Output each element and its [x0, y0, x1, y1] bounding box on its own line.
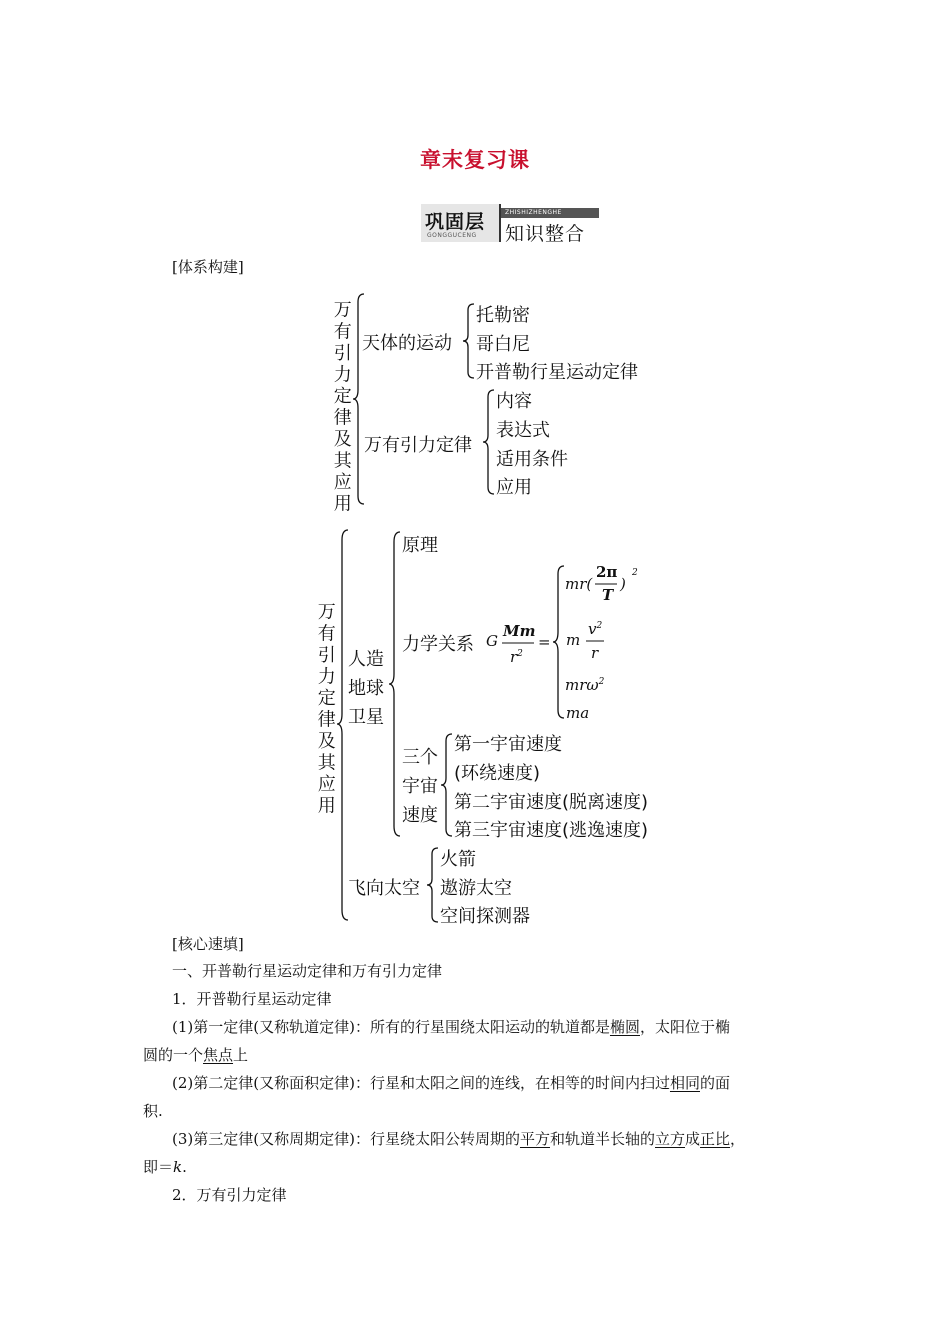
tree1-motion-brace	[462, 302, 476, 380]
tree1-root-text: 万有引力定律及其应用	[330, 300, 352, 515]
law2-line2: 积.	[143, 1102, 163, 1120]
formula-denominator	[510, 648, 523, 666]
law3-text-b: 和轨道半长轴的	[549, 1130, 655, 1148]
subheading-kepler-laws: 1．开普勒行星运动定律	[172, 990, 332, 1008]
law2-text-a: (2)第二定律(又称面积定律)：行星和太阳之间的连线，在相等的时间内扫过	[172, 1074, 670, 1092]
banner-left-label: 巩固层	[425, 211, 486, 233]
tree1-item-kepler: 开普勒行星运动定律	[476, 362, 638, 383]
formula-opt3-exp: 2	[598, 677, 605, 687]
tree2-cosmic-line-3: 速度	[402, 805, 438, 826]
tree1-root-brace	[352, 292, 366, 506]
formula-opt2-v: v	[588, 620, 597, 638]
law1-line1	[172, 1017, 730, 1037]
formula-opt1-exp: 2	[632, 568, 638, 578]
formula-den-exp: 2	[517, 649, 523, 659]
formula-opt1-postfix: )	[620, 575, 626, 593]
tree2-cosmic-line-1: 三个	[402, 747, 438, 768]
banner-top-bar	[501, 208, 599, 218]
tree1-item-copernicus: 哥白尼	[476, 334, 530, 355]
tree1-gravitation-brace	[482, 388, 496, 496]
tree2-space-brace	[426, 846, 440, 924]
law1-text-d: 上	[233, 1046, 249, 1064]
tree1-item-expression: 表达式	[496, 420, 550, 441]
law1-text-c: 圆的一个	[143, 1046, 204, 1064]
formula-fraction-bar	[502, 642, 536, 644]
formula-den-r: r	[510, 648, 518, 666]
tree1-item-content: 内容	[496, 391, 532, 412]
formula-opt2-bar	[586, 640, 606, 642]
formula-opt1-prefix: mr(	[565, 575, 593, 593]
law1-line2	[143, 1045, 248, 1065]
tree2-principle: 原理	[402, 535, 438, 556]
tree1-item-ptolemy: 托勒密	[476, 305, 530, 326]
tree2-space-item-probe: 空间探测器	[440, 906, 530, 927]
tree1-root	[330, 300, 350, 515]
banner-left-block	[421, 204, 499, 242]
tree2-space-item-travel: 遨游太空	[440, 878, 512, 899]
formula-opt1-bar	[595, 583, 619, 585]
tree2-cosmic-brace	[440, 732, 454, 838]
tree1-branch-motion: 天体的运动	[362, 333, 452, 354]
formula-opt3-base: mrω	[565, 676, 599, 694]
law3-answer-proportional: 正比	[700, 1130, 731, 1148]
tree1-item-application: 应用	[496, 477, 532, 498]
formula-opt1-denominator: T	[602, 586, 614, 604]
tree2-satellite-line-1: 人造	[348, 649, 384, 670]
tree2-satellite-line-3: 卫星	[348, 707, 384, 728]
law2-line1	[172, 1073, 730, 1093]
tree2-root	[314, 602, 334, 817]
banner-right-pinyin: ZHISHIZHENGHE	[505, 209, 562, 216]
formula-equals: =	[538, 633, 551, 651]
law1-text-b: ，太阳位于椭	[639, 1018, 730, 1036]
formula-opt2-exp: 2	[596, 621, 603, 631]
formula-opt2-numerator	[588, 620, 602, 638]
tree2-space-label: 飞向太空	[348, 878, 420, 899]
section-heading-structure: [体系构建]	[172, 258, 244, 276]
tree2-root-text: 万有引力定律及其应用	[314, 602, 336, 817]
law2-text-b: 的面	[699, 1074, 730, 1092]
tree1-branch-gravitation: 万有引力定律	[364, 435, 472, 456]
tree1-item-conditions: 适用条件	[496, 449, 568, 470]
formula-g: G	[486, 632, 498, 650]
banner-right-label: 知识整合	[505, 223, 586, 245]
law3-text-e: 即＝	[143, 1158, 174, 1176]
tree2-satellite-line-2: 地球	[348, 678, 384, 699]
formula-opt2-m: m	[566, 631, 581, 649]
formula-opt4: ma	[566, 704, 590, 722]
tree2-cosmic-item-3: 第三宇宙速度(逃逸速度)	[454, 820, 649, 841]
tree2-cosmic-item-1: 第一宇宙速度	[454, 734, 562, 755]
section-banner	[421, 204, 599, 245]
tree2-satellite-brace	[388, 530, 402, 838]
law3-text-a: (3)第三定律(又称周期定律)：行星绕太阳公转周期的	[172, 1130, 520, 1148]
law3-text-d: ，	[730, 1130, 746, 1148]
formula-options-brace	[552, 564, 566, 720]
law2-answer-equal: 相同	[669, 1074, 700, 1092]
page-title: 章末复习课	[420, 147, 530, 172]
tree2-cosmic-item-2: 第二宇宙速度(脱离速度)	[454, 792, 649, 813]
tree2-cosmic-label	[402, 743, 438, 830]
law3-answer-cube: 立方	[655, 1130, 686, 1148]
tree2-satellite-label	[348, 645, 384, 732]
law3-constant-k: k	[173, 1158, 183, 1176]
subheading-gravitation-law: 2．万有引力定律	[172, 1186, 287, 1204]
law3-line2	[143, 1157, 187, 1177]
law3-text-f: .	[182, 1158, 187, 1176]
tree2-cosmic-line-2: 宇宙	[402, 776, 438, 797]
law1-answer-ellipse: 椭圆	[609, 1018, 640, 1036]
formula-opt3	[565, 676, 604, 694]
tree2-cosmic-item-1-note: (环绕速度)	[454, 763, 541, 784]
formula-numerator: Mm	[503, 622, 536, 640]
law1-answer-focus: 焦点	[203, 1046, 234, 1064]
formula-opt1-numerator: 2π	[596, 563, 618, 581]
heading-kepler-and-gravitation: 一、开普勒行星运动定律和万有引力定律	[172, 962, 443, 980]
tree2-mechanics-label: 力学关系	[402, 634, 474, 655]
tree2-space-item-rocket: 火箭	[440, 849, 476, 870]
section-heading-core: [核心速填]	[172, 935, 244, 953]
formula-opt2-denominator: r	[591, 644, 599, 662]
law3-answer-square: 平方	[519, 1130, 550, 1148]
law3-text-c: 成	[685, 1130, 701, 1148]
banner-left-pinyin: GONGGUCENG	[427, 232, 477, 239]
law1-text-a: (1)第一定律(又称轨道定律)：所有的行星围绕太阳运动的轨道都是	[172, 1018, 610, 1036]
law3-line1	[172, 1129, 745, 1149]
